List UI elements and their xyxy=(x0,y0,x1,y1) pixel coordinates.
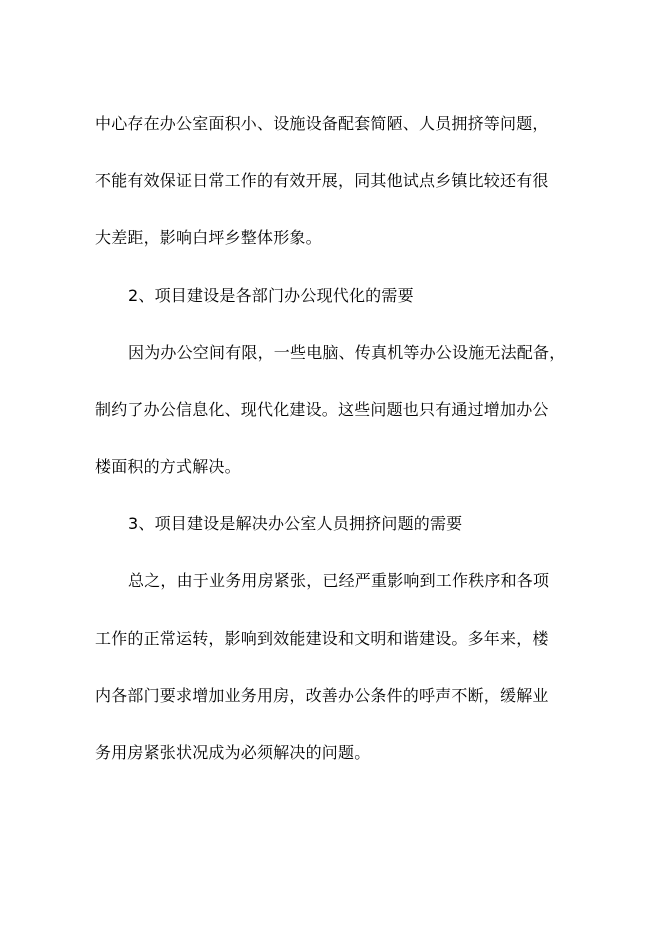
paragraph-line: 中心存在办公室面积小、设施设备配套简陋、人员拥挤等问题， xyxy=(95,114,549,133)
paragraph-line: 总之，由于业务用房紧张，已经严重影响到工作秩序和各项 xyxy=(128,571,550,590)
paragraph-line: 务用房紧张状况成为必须解决的问题。 xyxy=(95,743,371,762)
section-heading: 3、项目建设是解决办公室人员拥挤问题的需要 xyxy=(128,514,463,533)
paragraph-line: 不能有效保证日常工作的有效开展，同其他试点乡镇比较还有很 xyxy=(95,171,549,190)
section-heading: 2、项目建设是各部门办公现代化的需要 xyxy=(128,286,414,305)
paragraph-line: 工作的正常运转，影响到效能建设和文明和谐建设。多年来，楼 xyxy=(95,629,549,648)
paragraph-line: 因为办公空间有限，一些电脑、传真机等办公设施无法配备， xyxy=(128,343,566,362)
paragraph-line: 内各部门要求增加业务用房，改善办公条件的呼声不断，缓解业 xyxy=(95,686,549,705)
paragraph-line: 大差距，影响白坪乡整体形象。 xyxy=(95,228,322,247)
paragraph-line: 楼面积的方式解决。 xyxy=(95,457,241,476)
paragraph-line: 制约了办公信息化、现代化建设。这些问题也只有通过增加办公 xyxy=(95,400,549,419)
